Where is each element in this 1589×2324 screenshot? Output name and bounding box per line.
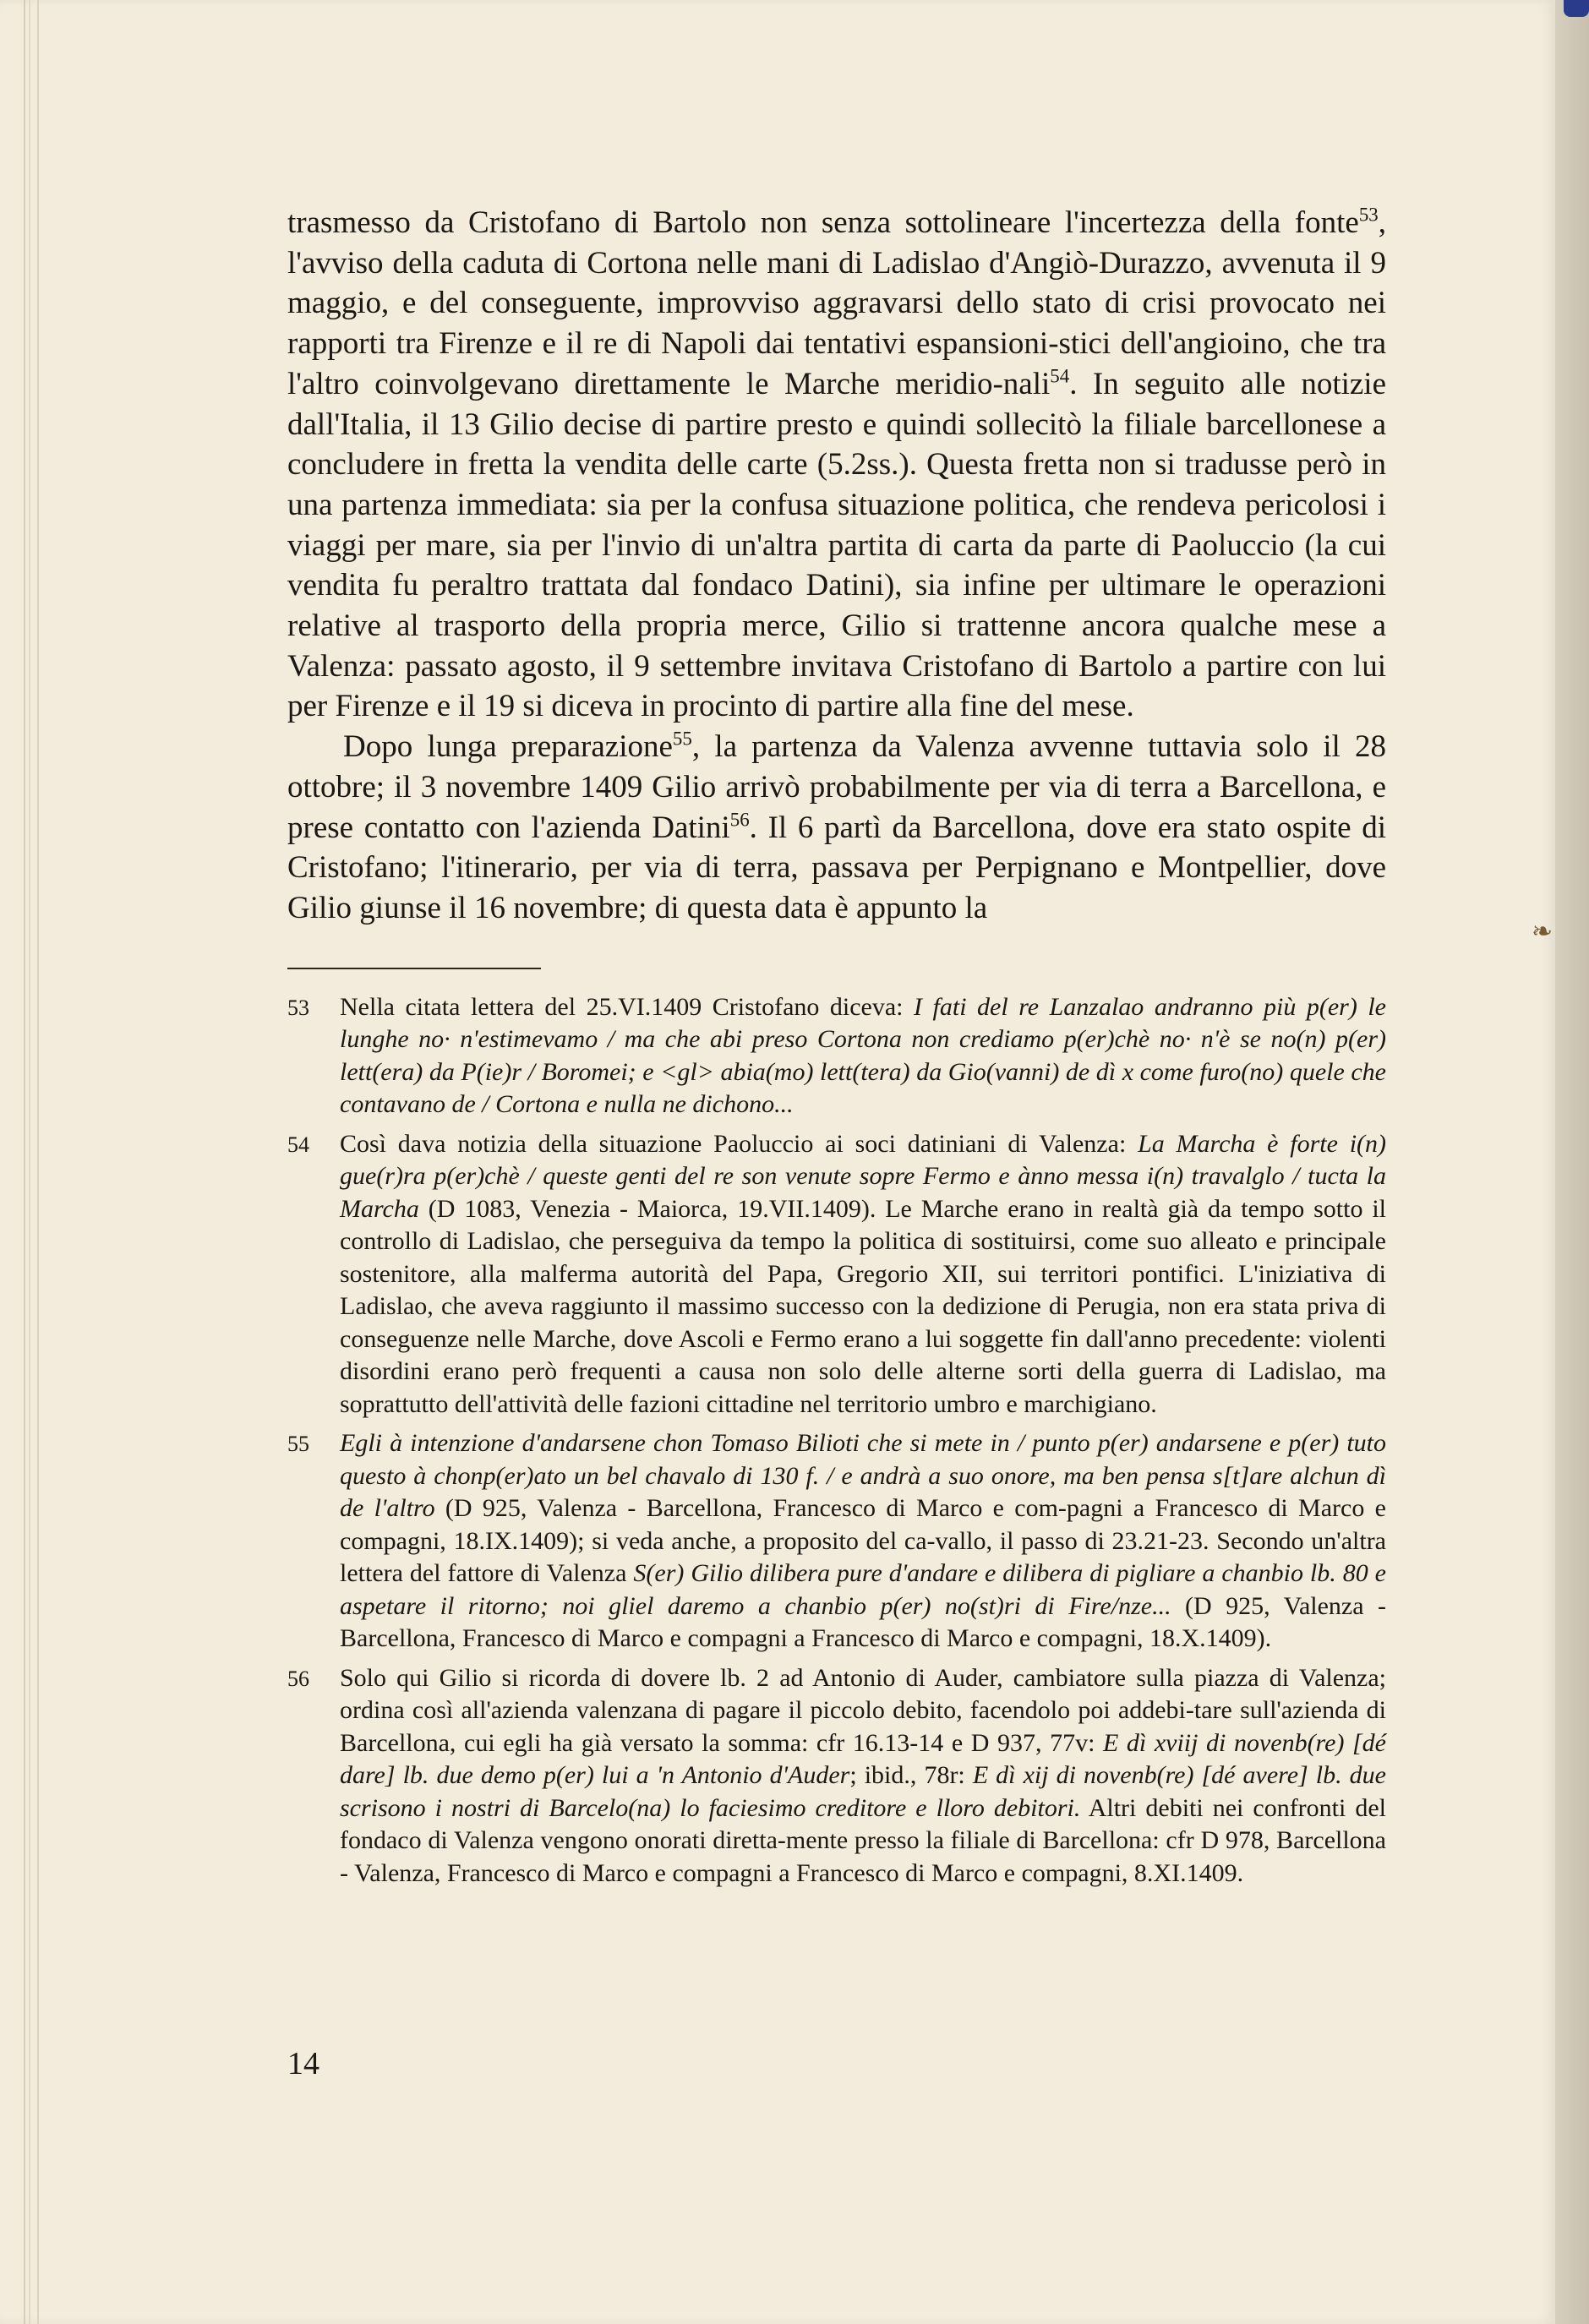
text-run: , la partenza da Valenza avvenne tuttavia solo il 28 ottobre; il 3 novembre 1409 Gilio arrivò probabilmente per via di terra a Barcellona, e prese contatto con l'azienda Datini — [287, 729, 1386, 845]
text-run: . Il 6 partì da Barcellona, dove era stato ospite di Cristofano; l'itinerario, per via di terra, passava per Perpignano e Montpellier, dove Gilio giunse il 16 novembre; di questa data è appunto la — [287, 810, 1386, 925]
italic-quote: Egli à intenzione d'andarsene chon Tomaso Bilioti che si mete in / punto p(er) andarsene e p(er) tuto questo à chonp(er)ato un bel chavalo di 130 f. / e andrà a suo onore, ma ben pensa s[t]are alchun dì de l'altro — [340, 1429, 1386, 1523]
text-run: Dopo lunga preparazione — [343, 729, 673, 765]
footnote-56 — [287, 1662, 1386, 1890]
footnote-text — [340, 1128, 1386, 1421]
footnote-text — [340, 991, 1386, 1121]
text-run: Solo qui Gilio si ricorda di dovere lb. 2 ad Antonio di Auder, cambiatore sulla piazza di Valenza; ordina così all'azienda valenzana di pagare il piccolo debito, facendolo poi addebi-tare sull'azienda di Barcellona, cui egli ha già versato la somma: cfr 16.13-14 e D 937, 77v: — [340, 1663, 1386, 1757]
italic-quote: E dì xviij di novenb(re) [dé dare] lb. due demo p(er) lui a 'n Antonio d'Auder — [340, 1728, 1386, 1790]
text-run: (D 1083, Venezia - Maiorca, 19.VII.1409). Le Marche erano in realtà già da tempo sotto il controllo di Ladislao, che perseguiva da tempo la politica di sostituirsi, come suo alleato e principale sostenitore, alla malferma autorità del Papa, Gregorio XII, sui territori pontifici. L'iniziativa di Ladislao, che aveva raggiunto il massimo successo con la dedizione di Perugia, non era stata priva di conseguenze nelle Marche, dove Ascoli e Fermo erano a lui soggette fin dall'anno precedente: violenti disordini erano però frequenti a causa non solo delle alterne sorti della guerra di Ladislao, ma soprattutto dell'attività delle fazioni cittadine nel territorio umbro e marchigiano. — [340, 1194, 1386, 1418]
footnote-ref: 54 — [1050, 365, 1070, 387]
footnote-text — [340, 1427, 1386, 1656]
footnote-53 — [287, 991, 1386, 1121]
footnote-number: 53 — [287, 995, 309, 1020]
italic-quote: La Marcha è forte i(n) gue(r)ra p(er)chè / queste genti del re son venute sopre Fermo e ànno messa i(n) travalglo / tucta la Marcha — [340, 1129, 1387, 1223]
text-run: (D 925, Valenza - Barcellona, Francesco di Marco e com-pagni a Francesco di Marco e compagni, 18.IX.1409); si veda anche, a proposito del ca-vallo, il passo di 23.21-23. Secondo un'altra lettera del fattore di Valenza — [340, 1494, 1386, 1588]
book-spine — [1555, 0, 1589, 2324]
main-body-text — [287, 203, 1386, 929]
footnote-text — [340, 1662, 1386, 1890]
text-run: trasmesso da Cristofano di Bartolo non senza sottolineare l'incertezza della fonte — [287, 205, 1359, 240]
footnote-ref: 56 — [729, 809, 750, 831]
footnote-separator — [287, 968, 541, 969]
paragraph-1 — [287, 203, 1386, 727]
text-block — [287, 203, 1386, 1896]
text-run: ; ibid., 78r: — [849, 1761, 973, 1790]
footnote-55 — [287, 1427, 1386, 1656]
footnote-54 — [287, 1128, 1386, 1421]
footnote-ref: 55 — [672, 728, 692, 750]
ribbon-marker — [1564, 0, 1589, 17]
footnote-ref: 53 — [1358, 204, 1379, 226]
text-run: . In seguito alle notizie dall'Italia, il 13 Gilio decise di partire presto e quindi sollecitò la filiale barcellonese a concludere in fretta la vendita delle carte (5.2ss.). Questa fretta non si tradusse però in una partenza immediata: sia per la confusa situazione politica, che rendeva pericolosi i viaggi per mare, sia per l'invio di un'altra partita di carta da parte di Paoluccio (la cui vendita fu peraltro trattata dal fondaco Datini), sia infine per ultimare le operazioni relative al trasporto della propria merce, Gilio si trattenne ancora qualche mese a Valenza: passato agosto, il 9 settembre invitava Cristofano di Bartolo a partire con lui per Firenze e il 19 si diceva in procinto di partire alla fine del mese. — [287, 366, 1387, 724]
italic-quote: I fati del re Lanzalao andranno più p(er) le lunghe no· n'estimevamo / ma che abi preso Cortona non crediamo p(er)chè no· n'è se no(n) p(er) lett(era) da P(ie)r / Boromei; e <gl> abia(mo) lett(tera) da Gio(vanni) de dì x come furo(no) quele che contavano de / Cortona e nulla ne dichono... — [340, 992, 1386, 1119]
footnotes — [287, 991, 1386, 1890]
paragraph-2 — [287, 727, 1386, 929]
text-run: , l'avviso della caduta di Cortona nelle mani di Ladislao d'Angiò-Durazzo, avvenuta il 9 maggio, e del conseguente, improvviso aggravarsi dello stato di crisi provocato nei rapporti tra Firenze e il re di Napoli dai tentativi espansioni-stici dell'angioino, che tra l'altro coinvolgevano direttamente le Marche meridio-nali — [287, 205, 1386, 401]
text-run: (D 925, Valenza - Barcellona, Francesco di Marco e compagni a Francesco di Marco e compagni, 18.X.1409). — [340, 1591, 1386, 1653]
paper-speck: ❧ — [1532, 918, 1554, 946]
text-run: Nella citata lettera del 25.VI.1409 Cristofano diceva: — [340, 992, 915, 1021]
page-edge-lines — [24, 0, 39, 2324]
footnote-number: 55 — [287, 1432, 309, 1457]
italic-quote: S(er) Gilio dilibera pure d'andare e dilibera di pigliare a chanbio lb. 80 e aspetare il ritorno; noi gliel daremo a chanbio p(er) no(st)ri di Fire/nze... — [340, 1559, 1386, 1620]
footnote-number: 56 — [287, 1666, 309, 1691]
footnote-number: 54 — [287, 1132, 309, 1157]
text-run: Così dava notizia della situazione Paoluccio ai soci datiniani di Valenza: — [340, 1129, 1139, 1158]
italic-quote: E dì xij di novenb(re) [dé avere] lb. due scrisono i nostri di Barcelo(na) lo faciesimo creditore e lloro debitori. — [340, 1761, 1386, 1822]
page-number: 14 — [287, 2046, 319, 2081]
text-run: Altri debiti nei confronti del fondaco di Valenza vengono onorati diretta-mente presso la filiale di Barcellona: cfr D 978, Barcellona - Valenza, Francesco di Marco e compagni a Francesco di Marco e compagni, 8.XI.1409. — [340, 1793, 1387, 1887]
